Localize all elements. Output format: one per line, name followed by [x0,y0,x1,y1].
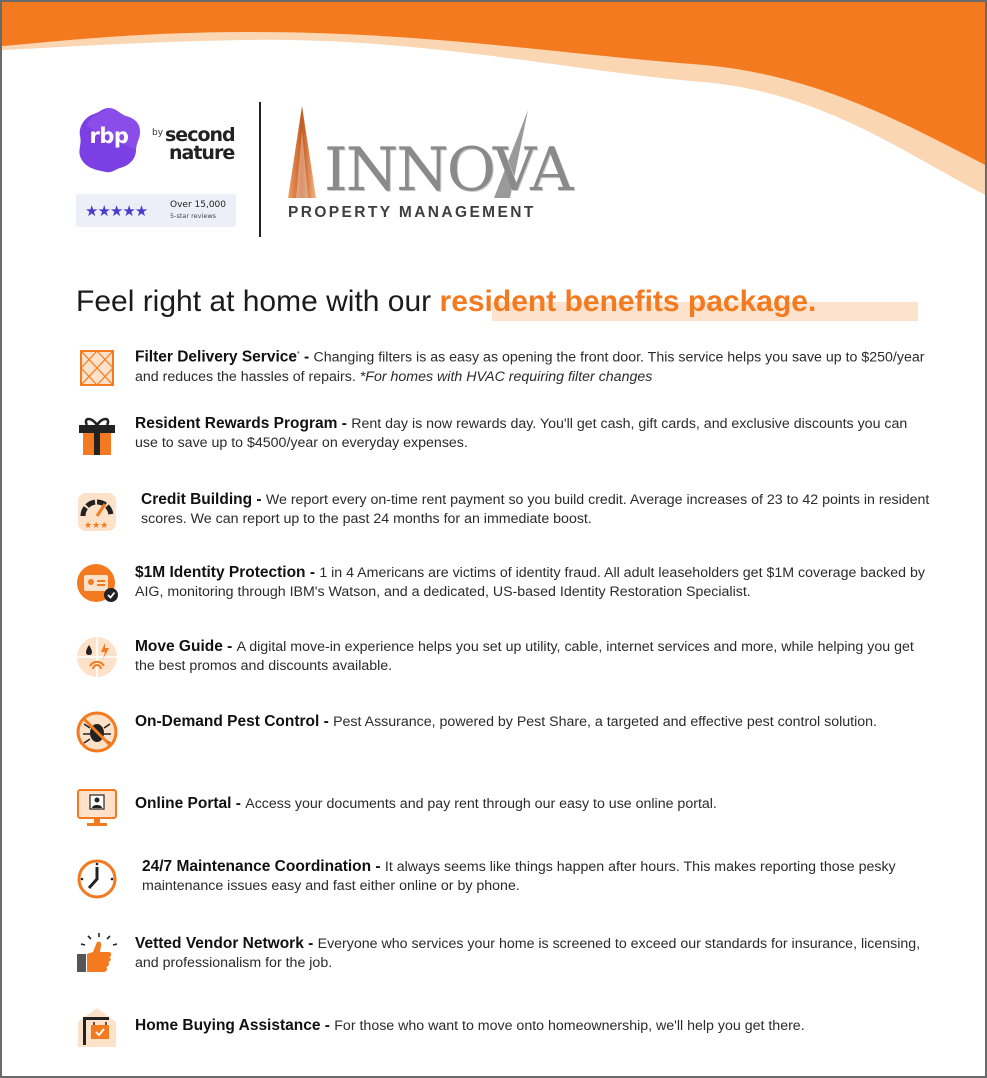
benefit-description: Changing filters is as easy as opening the front door. This service helps you save up to $250/year and reduces the hassles of repairs. [135,349,925,385]
reviews-label: 5-star reviews [170,212,217,220]
benefit-title: Online Portal [135,795,232,812]
headline-text: Feel right at home with our [76,285,440,318]
headline-highlight: resident benefits package. [439,285,817,318]
benefit-description: A digital move-in experience helps you set up utility, cable, internet services and more, while helping you get the best promos and discounts available. [135,639,914,674]
benefit-title: Filter Delivery Service [135,348,297,366]
benefit-description: Rent day is now rewards day. You'll get cash, gift cards, and exclusive discounts you can use to save up to $4500/year on everyday expenses. [135,416,908,451]
five-stars-icon: ★★★★★ [85,202,148,220]
benefit-title: Move Guide [135,638,223,655]
benefit-description: Everyone who services your home is screened to exceed our standards for insurance, licensing, and professionalism for the job. [135,936,921,971]
benefit-description: 1 in 4 Americans are victims of identity fraud. All adult leaseholders get $1M coverage backed by AIG, monitoring through IBM's Watson, and a dedicated, US-based Identity Restoration Specialist. [135,565,925,600]
filter-icon [75,346,119,390]
logo-divider [259,102,261,237]
benefit-title: On-Demand Pest Control [135,713,320,730]
svg-text:★★★: ★★★ [84,521,109,531]
monitor-icon [75,785,119,829]
benefit-description: For those who want to move onto homeownership, we'll help you get there. [334,1018,805,1034]
innova-logo [284,100,574,225]
benefits-flyer: rbp by second nature ★★★★★ Over 15,000 5-star reviews INNOVA PROPERTY MANAGEMENT Feel right at home with our resident benefits package. Filter Delivery Service* - Changing filters is as easy as opening the front door. This service helps you save up to $250/year and reduces the hassles of repairs. *For homes with HVAC requiring filter changes Resident Rewards Program - Rent day is now rewards day. You'll get cash, gift cards, and exclusive discounts you can use to save up to $4500/year on everyday expenses. ★★★ Credit Building - We report every on-time rent payment so you build credit. Average increases of 23 to 42 points in resident scores. We can report up to the past 24 months for an immediate boost. $1M Identity Protection - 1 in 4 Americans are victims of identity fraud. All adult leaseholders get $1M coverage backed by AIG, monitoring through IBM's Watson, and a dedicated, US-based Identity Restoration Specialist. Move Guide - A digital move-in experience helps you set up utility, cable, internet services and more, while helping you get the best promos and discounts available. On-Demand Pest Control - Pest Assurance, powered by Pest Share, a targeted and effective pest control solution. Online Portal - Access your documents and pay rent through our easy to use online portal. 24/7 Maintenance Coordination - It always seems like things happen after hours. This makes reporting those pesky maintenance issues easy and fast either online or by phone. Vetted Vendor Network - Everyone who services your home is screened to exceed our standards for insurance, licensing, and professionalism for the job. Home Buying Assistance - For those who want to move onto homeownership, we'll help you get there. [0,0,987,1078]
benefit-title: 24/7 Maintenance Coordination [142,858,372,875]
clock-icon [75,857,119,901]
benefit-description: We report every on-time rent payment so you build credit. Average increases of 23 to 42 points in resident scores. We can report up to the past 24 months for an immediate boost. [141,492,930,527]
house-sign-icon [75,1005,119,1049]
benefit-title: Home Buying Assistance [135,1017,321,1034]
brand-line2: nature [169,142,235,164]
reviews-count: Over 15,000 [170,200,226,210]
benefit-description: It always seems like things happen after hours. This makes reporting those pesky maintenance issues easy and fast either online or by phone. [142,859,896,894]
page-headline [76,285,816,319]
benefit-title: Vetted Vendor Network [135,935,304,952]
benefit-title: $1M Identity Protection [135,564,306,581]
rbp-logo-text: rbp [89,124,129,148]
thumbs-up-icon [75,932,119,976]
benefit-title: Credit Building [141,491,253,508]
rbp-by-text: by [152,128,164,138]
benefit-description: Access your documents and pay rent through our easy to use online portal. [245,796,717,812]
benefit-footnote: *For homes with HVAC requiring filter changes [359,368,653,385]
benefit-description: Pest Assurance, powered by Pest Share, a targeted and effective pest control solution. [333,714,877,730]
gift-icon [75,414,119,458]
pest-icon [75,710,119,754]
identity-card-icon [75,561,119,605]
benefit-title: Resident Rewards Program [135,415,338,432]
title-footnote-mark: * [297,351,300,358]
utilities-icon [75,635,119,679]
brand-line1: second [165,124,235,146]
reviews-badge [76,194,236,227]
innova-subtitle: PROPERTY MANAGEMENT [288,204,536,221]
innova-wordmark: INNOVA [324,135,572,205]
credit-gauge-icon [75,490,119,534]
